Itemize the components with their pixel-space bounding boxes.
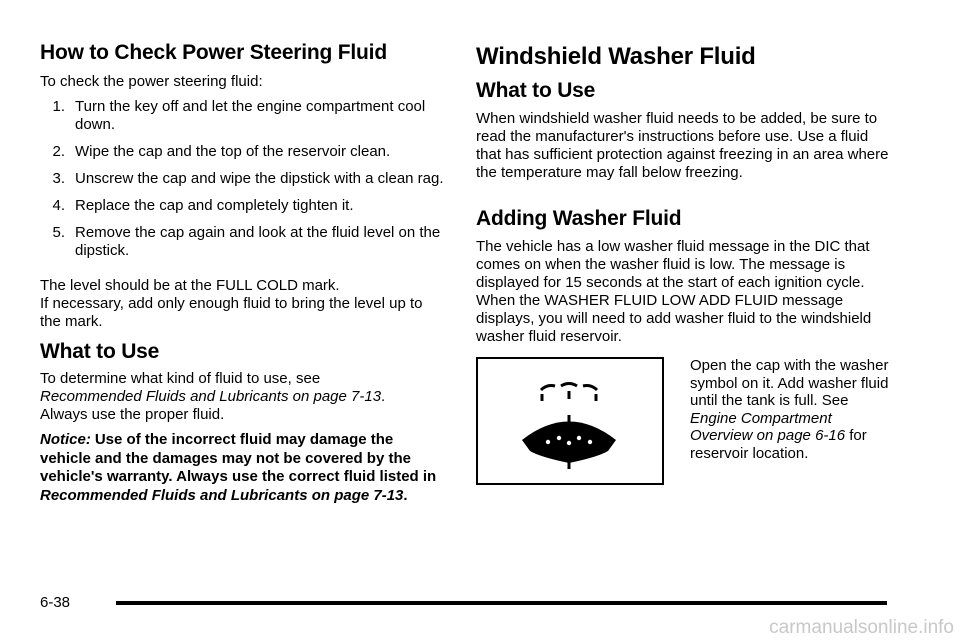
notice-reference-link[interactable]: Recommended Fluids and Lubricants on page 7-13	[40, 486, 404, 504]
watermark: carmanualsonline.info	[769, 617, 954, 638]
page-number: 6-38	[40, 594, 71, 611]
intro-text: To check the power steering fluid:	[40, 73, 263, 90]
fluids-reference-link[interactable]: Recommended Fluids and Lubricants on page 7-13	[40, 388, 382, 405]
level-text: The level should be at the FULL COLD mark. If necessary, add only enough fluid to bring the level up to the mark.	[40, 277, 423, 330]
list-item: 3. Unscrew the cap and wipe the dipstick with a clean rag.	[52, 170, 444, 187]
power-steering-heading: How to Check Power Steering Fluid	[40, 41, 387, 64]
notice-block: Notice: Use of the incorrect fluid may damage the vehicle and the damages may not be covered by the vehicle's warranty. Always use the correct fluid listed in Recommended Fluids and Lubricants on page 7-13.	[40, 431, 437, 504]
footer-rule	[116, 601, 887, 605]
figure-caption: Open the cap with the washer symbol on it. Add washer fluid until the tank is full. See Engine Compartment Overview on page 6-16 for reservoir location.	[690, 357, 889, 462]
steps-list	[40, 98, 445, 269]
adding-washer-text: The vehicle has a low washer fluid message in the DIC that comes on when the washer fluid is low. The message is displayed for 15 seconds at the start of each ignition cycle. When the WASHER FLUID LOW ADD FLUID message displays, you will need to add washer fluid to the windshield washer fluid reservoir.	[476, 238, 872, 345]
what-to-use-text-right: When windshield washer fluid needs to be added, be sure to read the manufacturer's instructions before use. Use a fluid that has sufficient protection against freezing in an area where the temperature may fall below freezing.	[476, 110, 889, 181]
list-item: 2. Wipe the cap and the top of the reservoir clean.	[52, 143, 391, 160]
washer-fluid-title: Windshield Washer Fluid	[476, 43, 756, 70]
what-to-use-heading-left: What to Use	[40, 340, 160, 363]
list-item: 1. Turn the key off and let the engine compartment cool down.	[52, 98, 426, 133]
what-to-use-text-left: To determine what kind of fluid to use, see Recommended Fluids and Lubricants on page 7-13. Always use the proper fluid.	[40, 370, 386, 423]
list-item: 5. Remove the cap again and look at the fluid level on the dipstick.	[52, 224, 441, 259]
washer-symbol-figure	[476, 357, 664, 485]
washer-symbol-icon	[478, 359, 662, 483]
engine-compartment-link[interactable]: Engine Compartment Overview on page 6-16	[690, 409, 846, 445]
what-to-use-heading-right: What to Use	[476, 79, 596, 102]
list-item: 4. Replace the cap and completely tighten it.	[52, 197, 354, 214]
notice-label: Notice:	[40, 431, 91, 448]
adding-washer-heading: Adding Washer Fluid	[476, 207, 682, 230]
